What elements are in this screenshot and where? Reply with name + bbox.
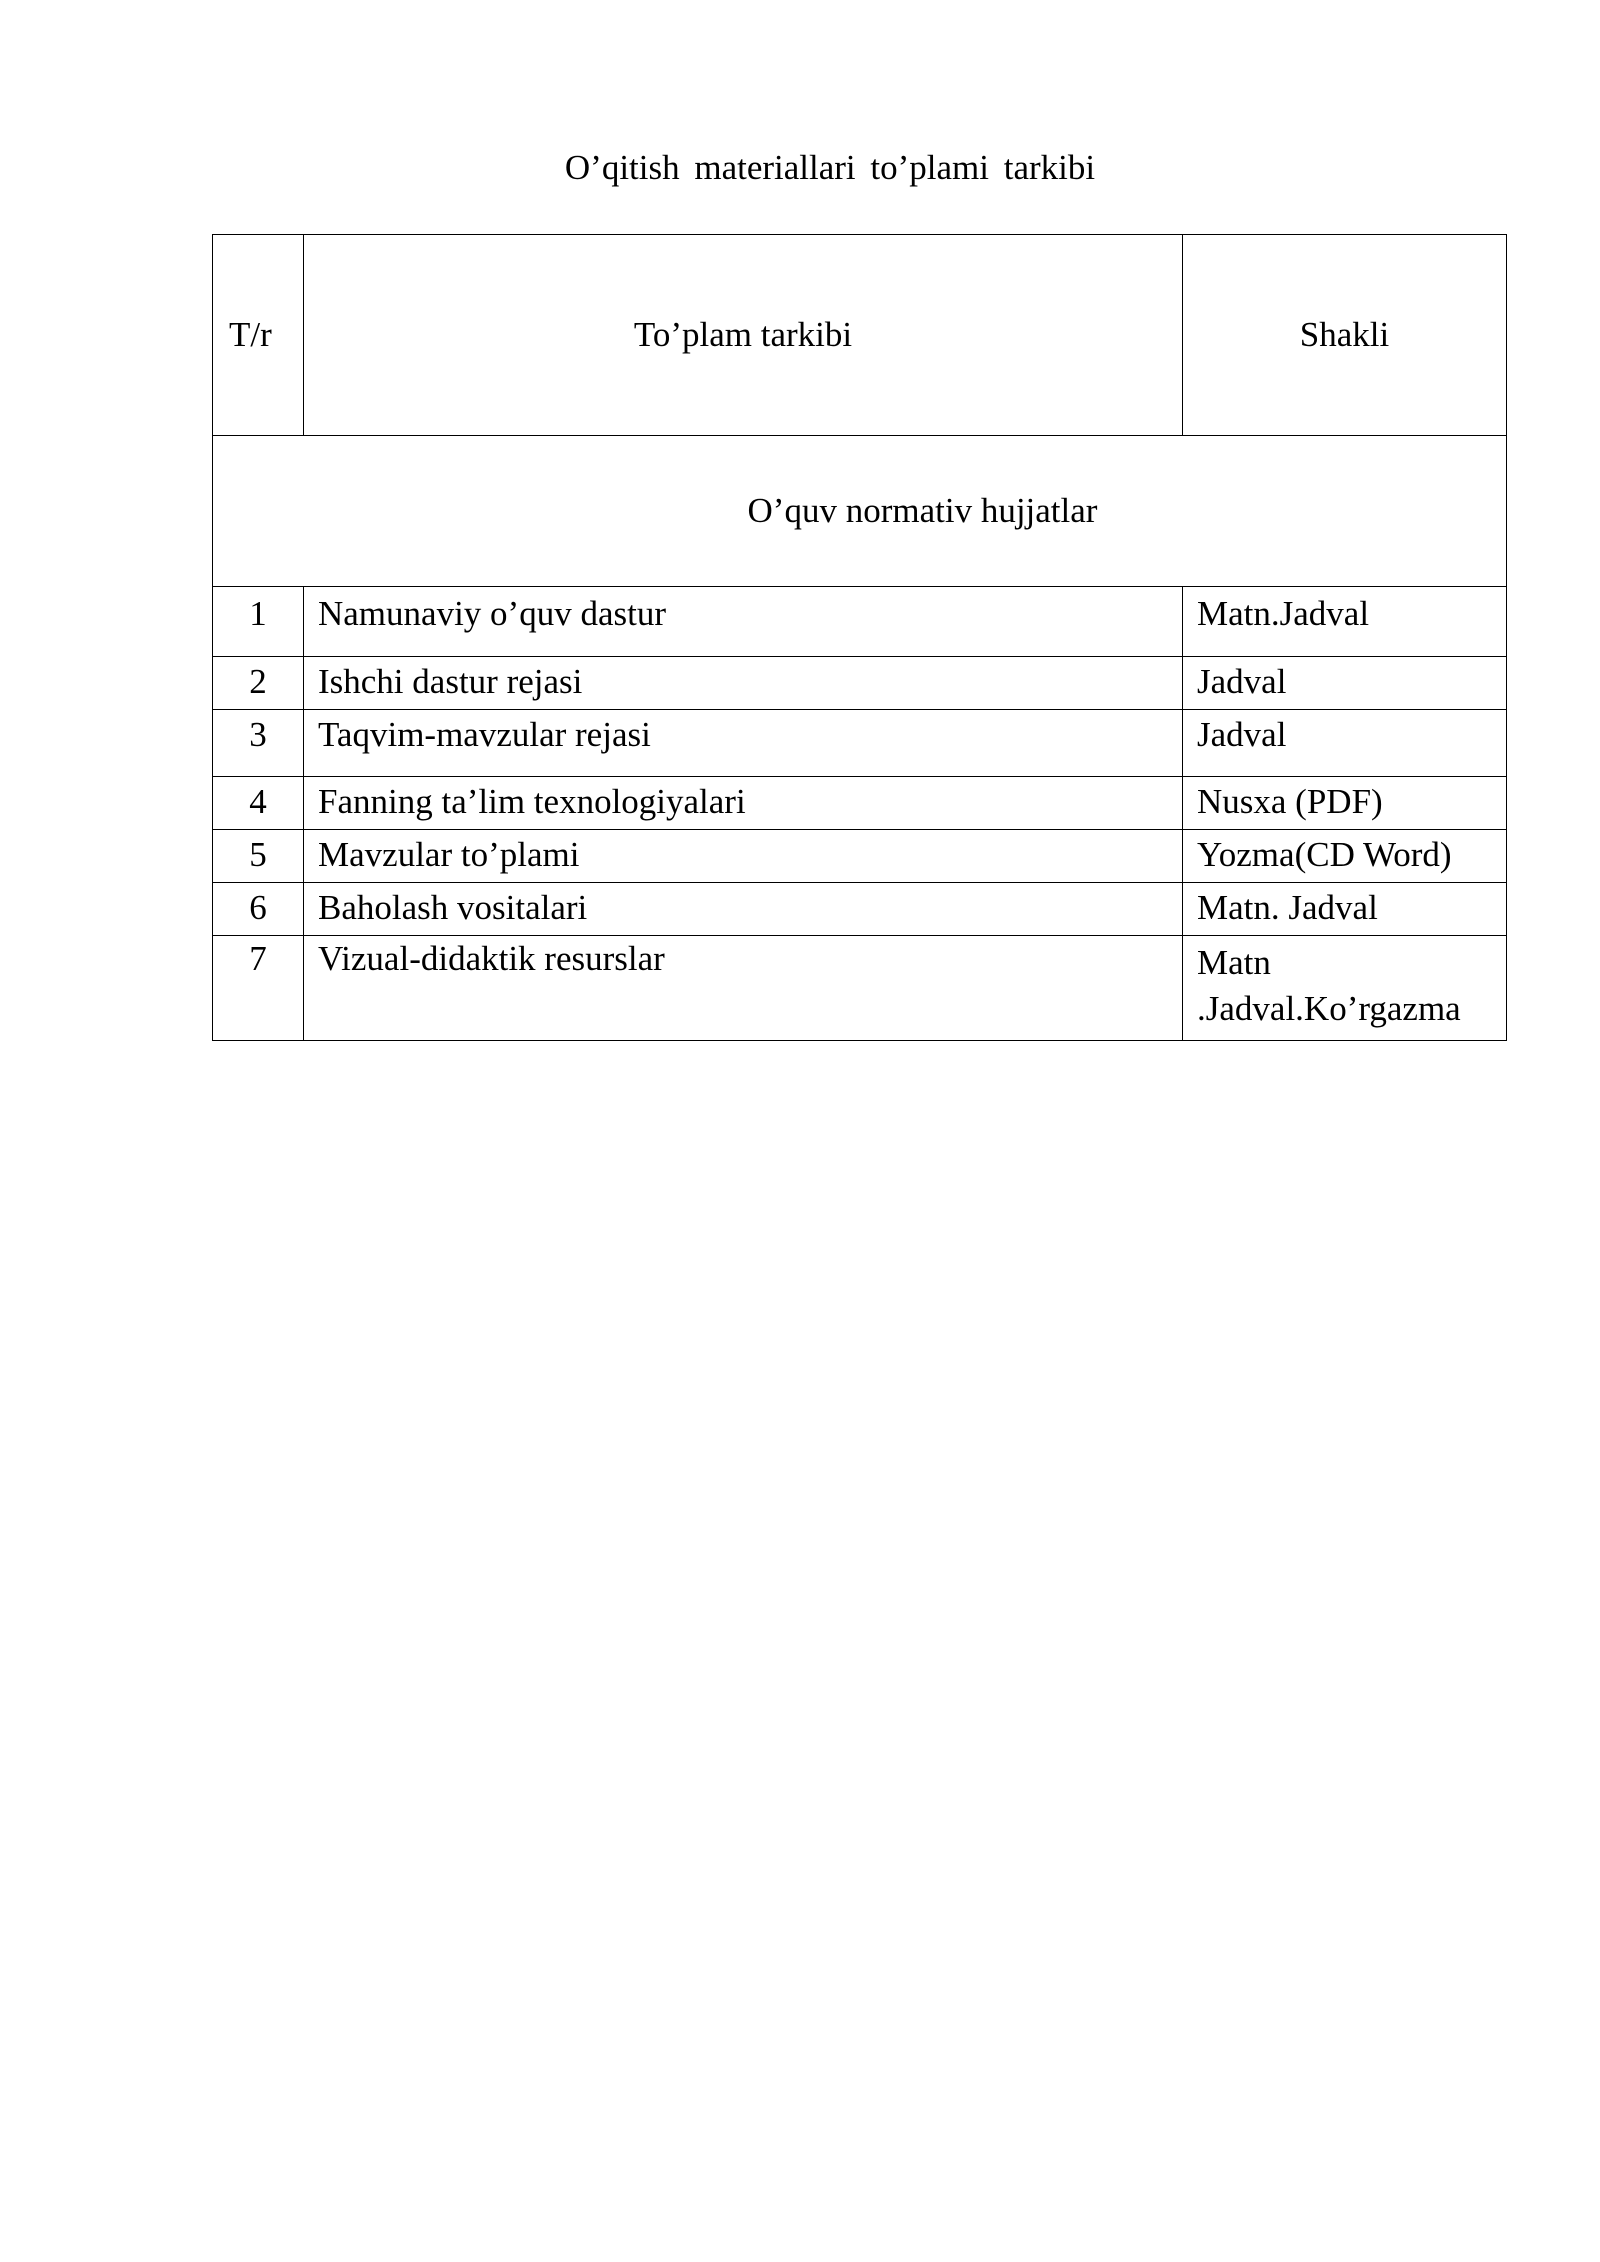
row-form-line: .Jadval.Ko’rgazma [1197, 989, 1461, 1028]
header-item: To’plam tarkibi [304, 235, 1183, 436]
header-form: Shakli [1183, 235, 1507, 436]
row-number: 2 [213, 657, 304, 710]
row-form [1183, 936, 1507, 1041]
row-form: Yozma(CD Word) [1183, 830, 1507, 883]
row-number: 1 [213, 587, 304, 657]
row-number: 7 [213, 936, 304, 1041]
row-form: Nusxa (PDF) [1183, 777, 1507, 830]
table-row [213, 830, 1507, 883]
table-header-row [213, 235, 1507, 436]
row-number: 4 [213, 777, 304, 830]
row-form: Jadval [1183, 657, 1507, 710]
row-number: 5 [213, 830, 304, 883]
section-row [213, 436, 1507, 587]
row-item: Ishchi dastur rejasi [304, 657, 1183, 710]
row-number: 3 [213, 710, 304, 777]
row-form: Jadval [1183, 710, 1507, 777]
row-form: Matn. Jadval [1183, 883, 1507, 936]
row-number: 6 [213, 883, 304, 936]
row-item: Taqvim-mavzular rejasi [304, 710, 1183, 777]
row-item: Namunaviy o’quv dastur [304, 587, 1183, 657]
header-number: T/r [213, 235, 304, 436]
row-item: Fanning ta’lim texnologiyalari [304, 777, 1183, 830]
table-row [213, 710, 1507, 777]
table-row [213, 587, 1507, 657]
materials-table [212, 234, 1507, 1041]
section-title: O’quv normativ hujjatlar [213, 436, 1507, 587]
row-form: Matn.Jadval [1183, 587, 1507, 657]
row-form-line: Matn [1197, 943, 1271, 982]
table-row [213, 657, 1507, 710]
table-row [213, 936, 1507, 1041]
table-row [213, 883, 1507, 936]
row-item: Baholash vositalari [304, 883, 1183, 936]
row-item: Vizual-didaktik resurslar [304, 936, 1183, 1041]
row-item: Mavzular to’plami [304, 830, 1183, 883]
table-row [213, 777, 1507, 830]
document-title: O’qitish materiallari to’plami tarkibi [564, 148, 1096, 187]
